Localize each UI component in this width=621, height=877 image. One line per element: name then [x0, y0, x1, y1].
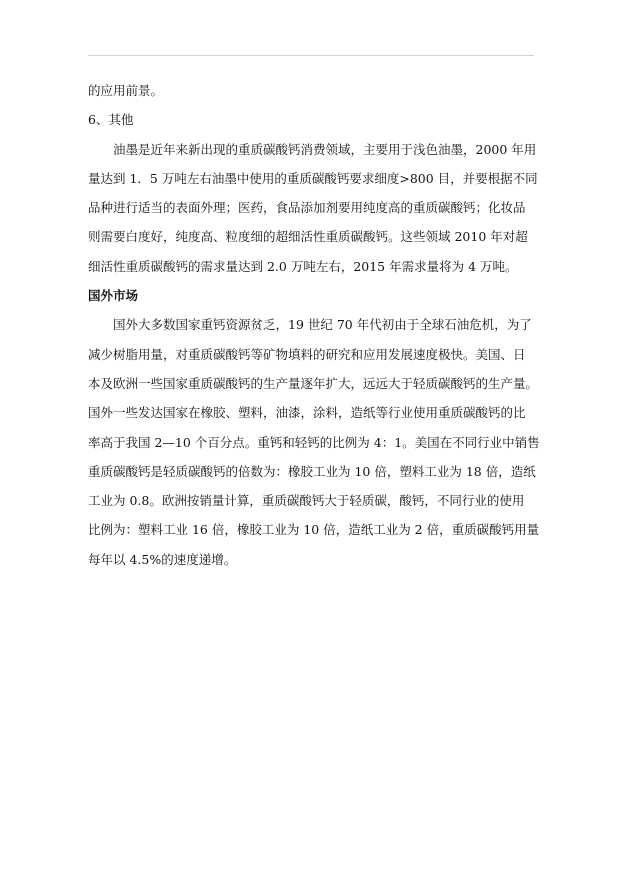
paragraph-line: 则需要白度好，纯度高、粒度细的超细活性重质碳酸钙。这些领域 2010 年对超: [88, 229, 528, 245]
paragraph-line: 工业为 0.8。欧洲按销量计算，重质碳酸钙大于轻质碳，酸钙，不同行业的使用: [88, 493, 525, 509]
page-header-rule: [88, 55, 534, 56]
paragraph-line: 重质碳酸钙是轻质碳酸钙的倍数为：橡胶工业为 10 倍，塑料工业为 18 倍，造纸: [88, 463, 536, 479]
section-heading-foreign-market: [88, 281, 538, 310]
paragraph-line: 比例为：塑料工业 16 倍，橡胶工业为 10 倍，造纸工业为 2 倍，重质碳酸钙用量: [88, 522, 540, 538]
paragraph-line: 减少树脂用量，对重质碳酸钙等矿物填料的研究和应用发展速度极快。美国、日: [88, 346, 526, 362]
paragraph-line: 本及欧洲一些国家重质碳酸钙的生产量逐年扩大，远远大于轻质碳酸钙的生产量。: [88, 375, 539, 391]
section-heading-text: 6、其他: [88, 112, 134, 128]
paragraph-line: 的应用前景。: [88, 83, 164, 98]
paragraph-ink-and-others: [88, 135, 538, 281]
section-heading-other: [88, 105, 538, 134]
document-body: [88, 76, 538, 574]
paragraph-line: 率高于我国 2—10 个百分点。重钙和轻钙的比例为 4：1。美国在不同行业中销售: [88, 434, 540, 450]
section-heading-text: 国外市场: [88, 288, 139, 304]
paragraph-line: 油墨是近年来新出现的重质碳酸钙消费领域，主要用于浅色油墨，2000 年用: [113, 141, 537, 157]
paragraph-line: 国外一些发达国家在橡胶、塑料，油漆，涂料，造纸等行业使用重质碳酸钙的比: [88, 405, 526, 421]
intro-fragment: [88, 76, 538, 105]
paragraph-line: 每年以 4.5%的速度递增。: [88, 551, 237, 567]
paragraph-line: 品种进行适当的表面外理；医药，食品添加剂要用纯度高的重质碳酸钙；化妆品: [88, 200, 526, 216]
paragraph-line: 细活性重质碳酸钙的需求量达到 2.0 万吨左右，2015 年需求量将为 4 万吨。: [88, 258, 518, 274]
paragraph-line: 量达到 1．5 万吨左右油墨中使用的重质碳酸钙要求细度>800 目，并要根据不同: [88, 170, 538, 186]
paragraph-foreign-market: [88, 310, 538, 574]
paragraph-line: 国外大多数国家重钙资源贫乏，19 世纪 70 年代初由于全球石油危机，为了: [113, 317, 532, 333]
